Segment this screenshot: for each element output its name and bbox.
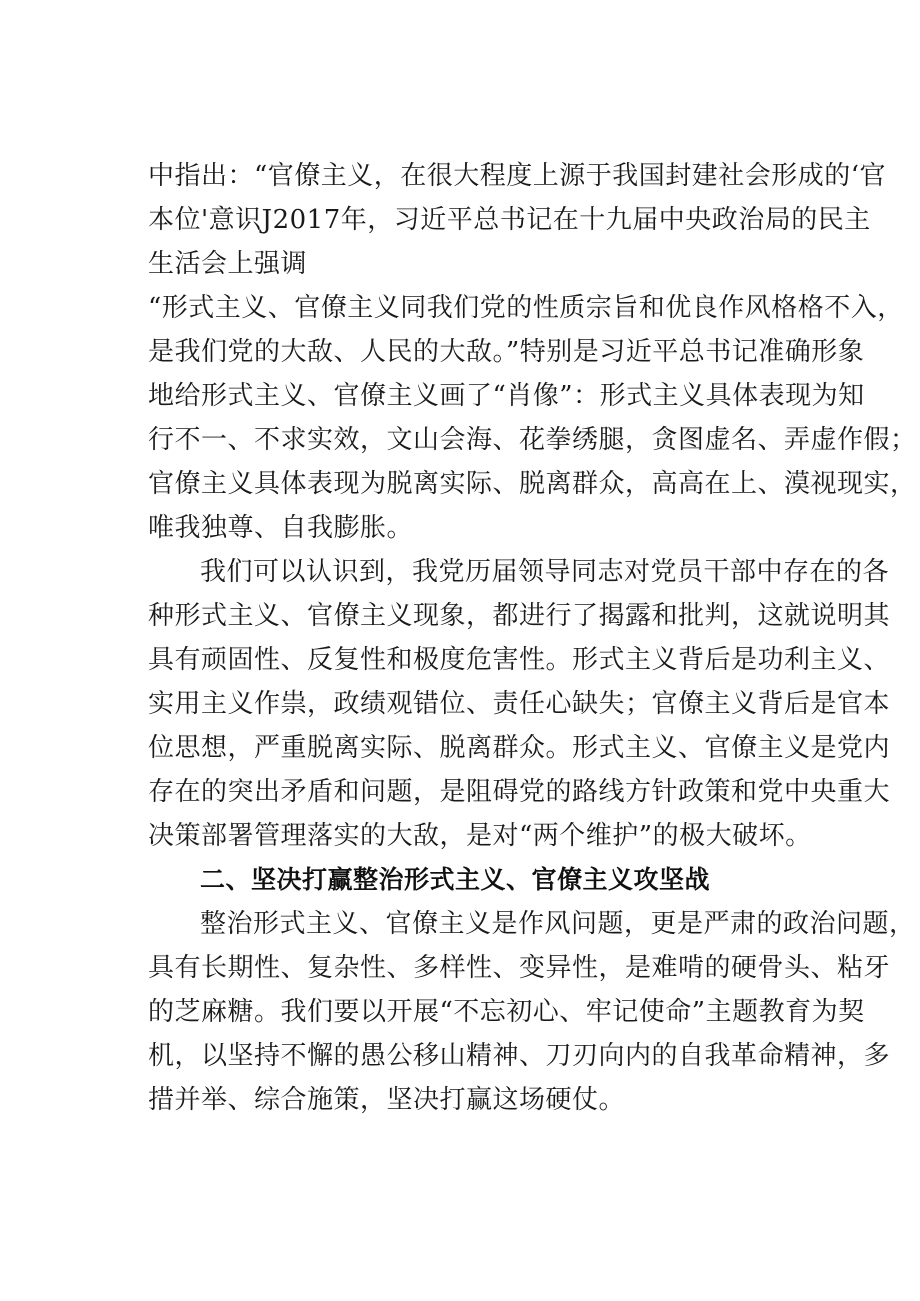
text-line: 中指出：“官僚主义，在很大程度上源于我国封建社会形成的‘官 <box>148 161 887 191</box>
text-line: 我们可以认识到，我党历届领导同志对党员干部中存在的各 <box>200 557 890 587</box>
text-line: 具有长期性、复杂性、多样性、变异性，是难啃的硬骨头、粘牙 <box>148 953 891 983</box>
text-line: 位思想，严重脱离实际、脱离群众。形式主义、官僚主义是党内 <box>148 733 891 763</box>
text-line: 决策部署管理落实的大敌，是对“两个维护”的极大破坏。 <box>148 821 812 851</box>
paragraph-continuation <box>148 154 887 286</box>
text-line: 的芝麻糖。我们要以开展“不忘初心、牢记使命”主题教育为契 <box>148 997 865 1027</box>
text-line: 整治形式主义、官僚主义是作风问题，更是严肃的政治问题， <box>200 909 916 939</box>
section-heading: 二、坚决打赢整治形式主义、官僚主义攻坚战 <box>200 865 711 894</box>
text-line: 措并举、综合施策，坚决打赢这场硬仗。 <box>148 1085 626 1115</box>
paragraph-rectification <box>148 902 916 1122</box>
text-line: 存在的突出矛盾和问题，是阻碍党的路线方针政策和党中央重大 <box>148 777 891 807</box>
text-line: 官僚主义具体表现为脱离实际、脱离群众，高高在上、漠视现实， <box>148 469 917 499</box>
paragraph-analysis <box>148 550 891 858</box>
document-body <box>148 154 917 1122</box>
text-line: 具有顽固性、反复性和极度危害性。形式主义背后是功利主义、 <box>148 645 891 675</box>
text-line: 种形式主义、官僚主义现象，都进行了揭露和批判，这就说明其 <box>148 601 891 631</box>
text-line: 是我们党的大敌、人民的大敌。”特别是习近平总书记准确形象 <box>148 337 865 367</box>
text-line: 本位'意识J2017年，习近平总书记在十九届中央政治局的民主 <box>148 205 871 235</box>
paragraph-quote <box>148 286 917 550</box>
text-line: 实用主义作祟，政绩观错位、责任心缺失；官僚主义背后是官本 <box>148 689 891 719</box>
text-line: 机，以坚持不懈的愚公移山精神、刀刃向内的自我革命精神，多 <box>148 1041 891 1071</box>
text-line: 唯我独尊、自我膨胀。 <box>148 513 414 543</box>
text-line: 地给形式主义、官僚主义画了“肖像”：形式主义具体表现为知 <box>148 381 865 411</box>
text-line: 生活会上强调 <box>148 249 308 279</box>
text-line: “形式主义、官僚主义同我们党的性质宗旨和优良作风格格不入， <box>148 293 904 323</box>
text-line: 行不一、不求实效，文山会海、花拳绣腿，贪图虚名、弄虚作假； <box>148 425 917 455</box>
